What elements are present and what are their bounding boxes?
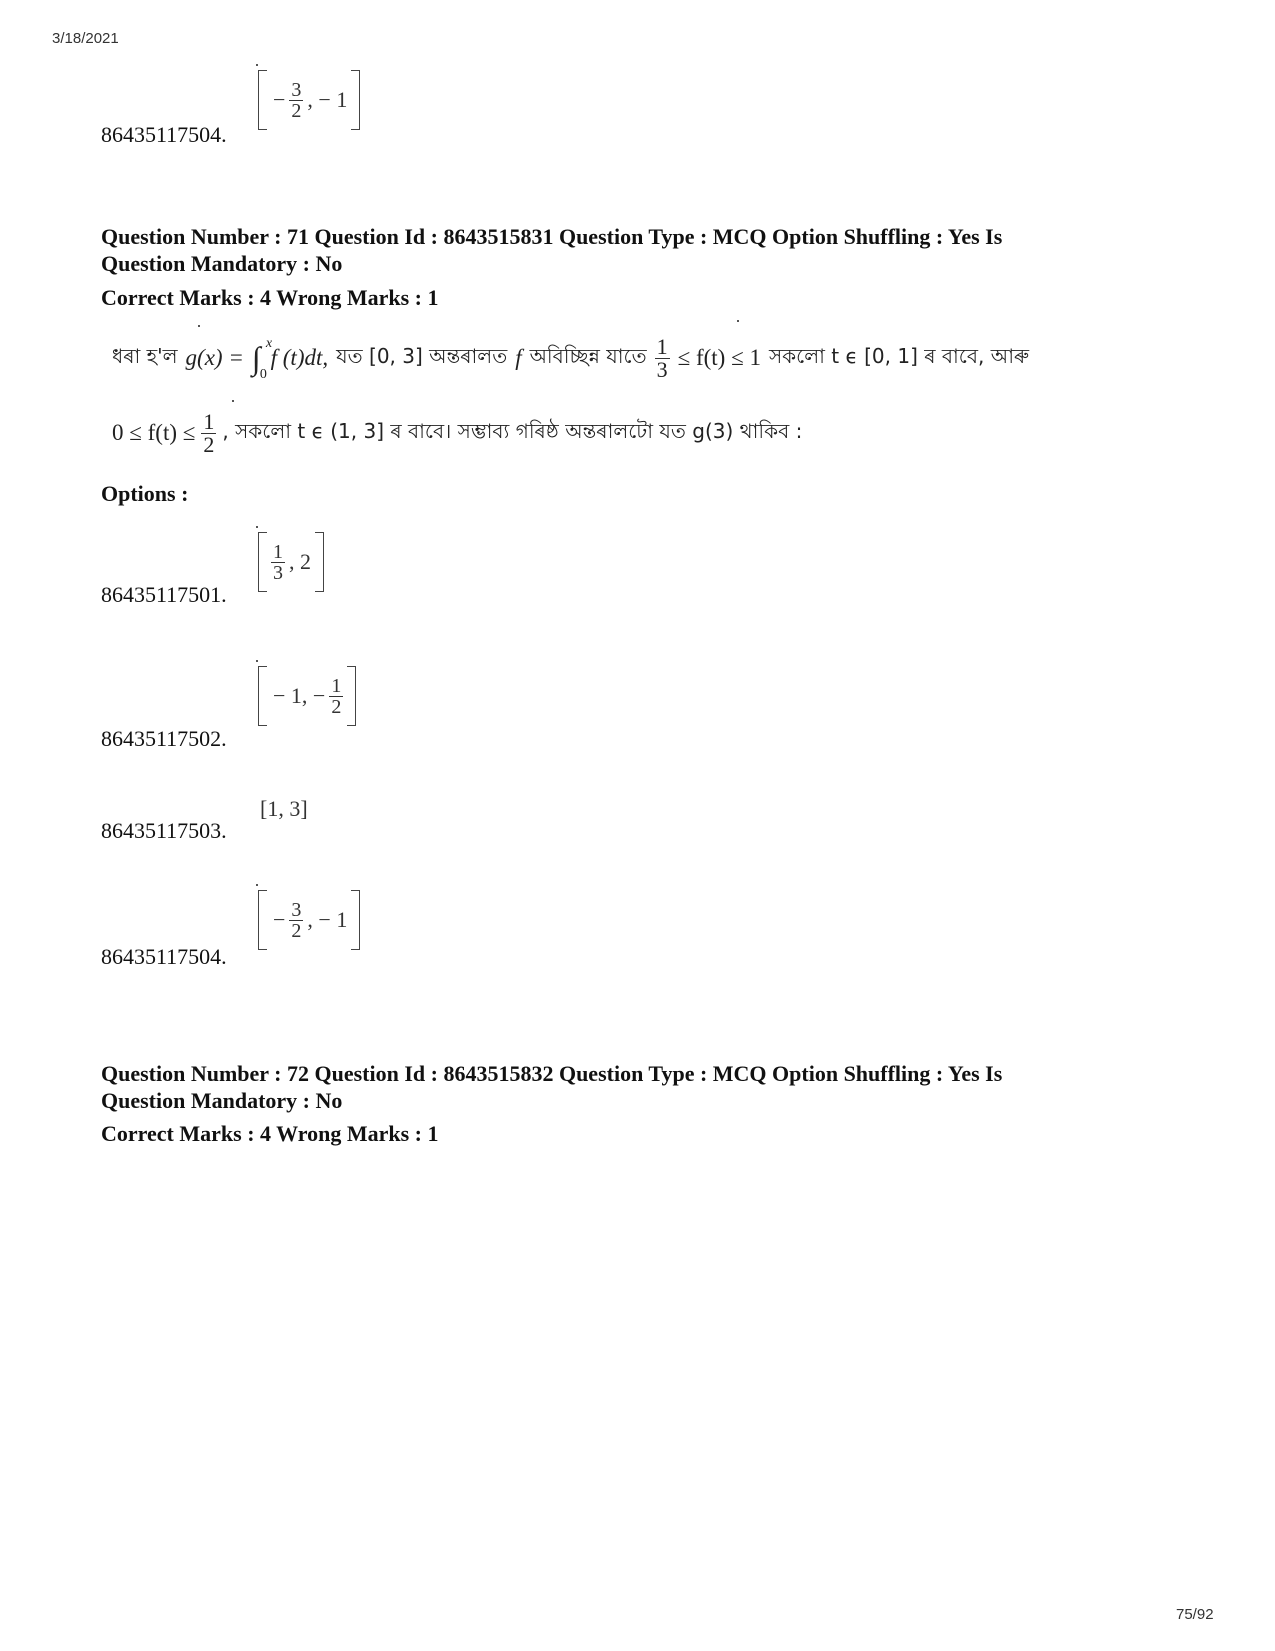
q71-f: f [515, 345, 522, 370]
q71-prefix: ধৰা হ'ল [112, 343, 178, 368]
marker-dot [256, 660, 258, 662]
q71-part3: অবিচ্ছিন্ন যাতে [529, 343, 647, 368]
fraction-numerator: 1 [273, 540, 283, 563]
fraction-numerator: 1 [331, 674, 342, 697]
option-rest: , − 1 [307, 907, 348, 932]
left-bracket [258, 532, 267, 592]
left-bracket [258, 666, 267, 726]
marker-dot [737, 320, 739, 322]
q71-part2: যত [0, 3] অন্তৰালত [336, 343, 508, 368]
right-bracket [347, 666, 356, 726]
fraction [289, 80, 303, 121]
q71-gx: g(x) = [185, 345, 244, 370]
integral-lower: 0 [259, 366, 267, 382]
minus-sign: − [273, 87, 286, 112]
right-bracket [351, 890, 360, 950]
fraction-numerator: 1 [203, 408, 215, 434]
fraction-denominator: 2 [331, 695, 342, 718]
option-2-math [258, 664, 356, 728]
fraction [289, 900, 303, 941]
option-3-math: [1, 3] [260, 796, 308, 821]
q71-line2-rest: , সকলো t ϵ (1, 3] ৰ বাবে। সম্ভাব্য গৰিষ্ঠ অন্তৰালটো যত g(3) থাকিব : [222, 418, 803, 443]
q71-marks: Correct Marks : 4 Wrong Marks : 1 [101, 285, 439, 310]
fraction-denominator: 2 [203, 431, 215, 457]
option-rest: , 2 [289, 549, 311, 574]
marker-dot [256, 64, 258, 66]
fraction-numerator: 1 [656, 333, 668, 359]
option-4-math [258, 888, 360, 952]
page-number: 75/92 [1176, 1606, 1214, 1623]
left-bracket [258, 70, 267, 130]
fraction-numerator: 3 [291, 898, 302, 921]
option-pre: − 1, − [273, 683, 326, 708]
option-4-id: 86435117504. [101, 944, 227, 969]
marker-dot [256, 884, 258, 886]
marker-dot [198, 325, 200, 327]
fraction-denominator: 3 [656, 356, 668, 382]
q71-text-line2 [112, 405, 802, 461]
q72-meta-line2: Question Mandatory : No [101, 1088, 343, 1113]
fraction-denominator: 3 [273, 561, 283, 584]
option-rest: , − 1 [307, 87, 348, 112]
fraction-numerator: 3 [291, 78, 302, 101]
q72-meta-line1: Question Number : 72 Question Id : 8643515832 Question Type : MCQ Option Shuffling : Yes Is [101, 1061, 1003, 1086]
options-label: Options : [101, 481, 189, 506]
fraction [655, 333, 670, 382]
right-bracket [315, 532, 324, 592]
integral-upper: x [265, 335, 273, 351]
q72-marks: Correct Marks : 4 Wrong Marks : 1 [101, 1121, 439, 1146]
q71-integrand: f (t)dt, [270, 345, 329, 370]
fraction [329, 676, 343, 717]
q71-meta-line2: Question Mandatory : No [101, 251, 343, 276]
right-bracket [351, 70, 360, 130]
marker-dot [232, 400, 234, 402]
fraction [271, 542, 285, 583]
option-1-id: 86435117501. [101, 582, 227, 607]
q71-meta-line1: Question Number : 71 Question Id : 8643515831 Question Type : MCQ Option Shuffling : Yes Is [101, 224, 1003, 249]
q71-part4: সকলো t ϵ [0, 1] ৰ বাবে, আৰু [768, 343, 1030, 368]
q71-text-line1 [112, 330, 1029, 386]
integral-sign: ∫ x 0 [251, 335, 273, 382]
fraction-denominator: 2 [291, 919, 302, 942]
q71-line2-prefix: 0 ≤ f(t) ≤ [112, 420, 196, 445]
left-bracket [258, 890, 267, 950]
option-1-math [258, 530, 324, 594]
minus-sign: − [273, 907, 286, 932]
fraction-denominator: 2 [291, 99, 302, 122]
fraction [201, 408, 216, 457]
option-2-id: 86435117502. [101, 726, 227, 751]
print-date: 3/18/2021 [52, 30, 119, 47]
option-id: 86435117504. [101, 122, 227, 147]
q71-ineq: ≤ f(t) ≤ 1 [677, 345, 761, 370]
option-3-id: 86435117503. [101, 818, 227, 843]
marker-dot [256, 526, 258, 528]
prev-option-math [258, 68, 360, 132]
